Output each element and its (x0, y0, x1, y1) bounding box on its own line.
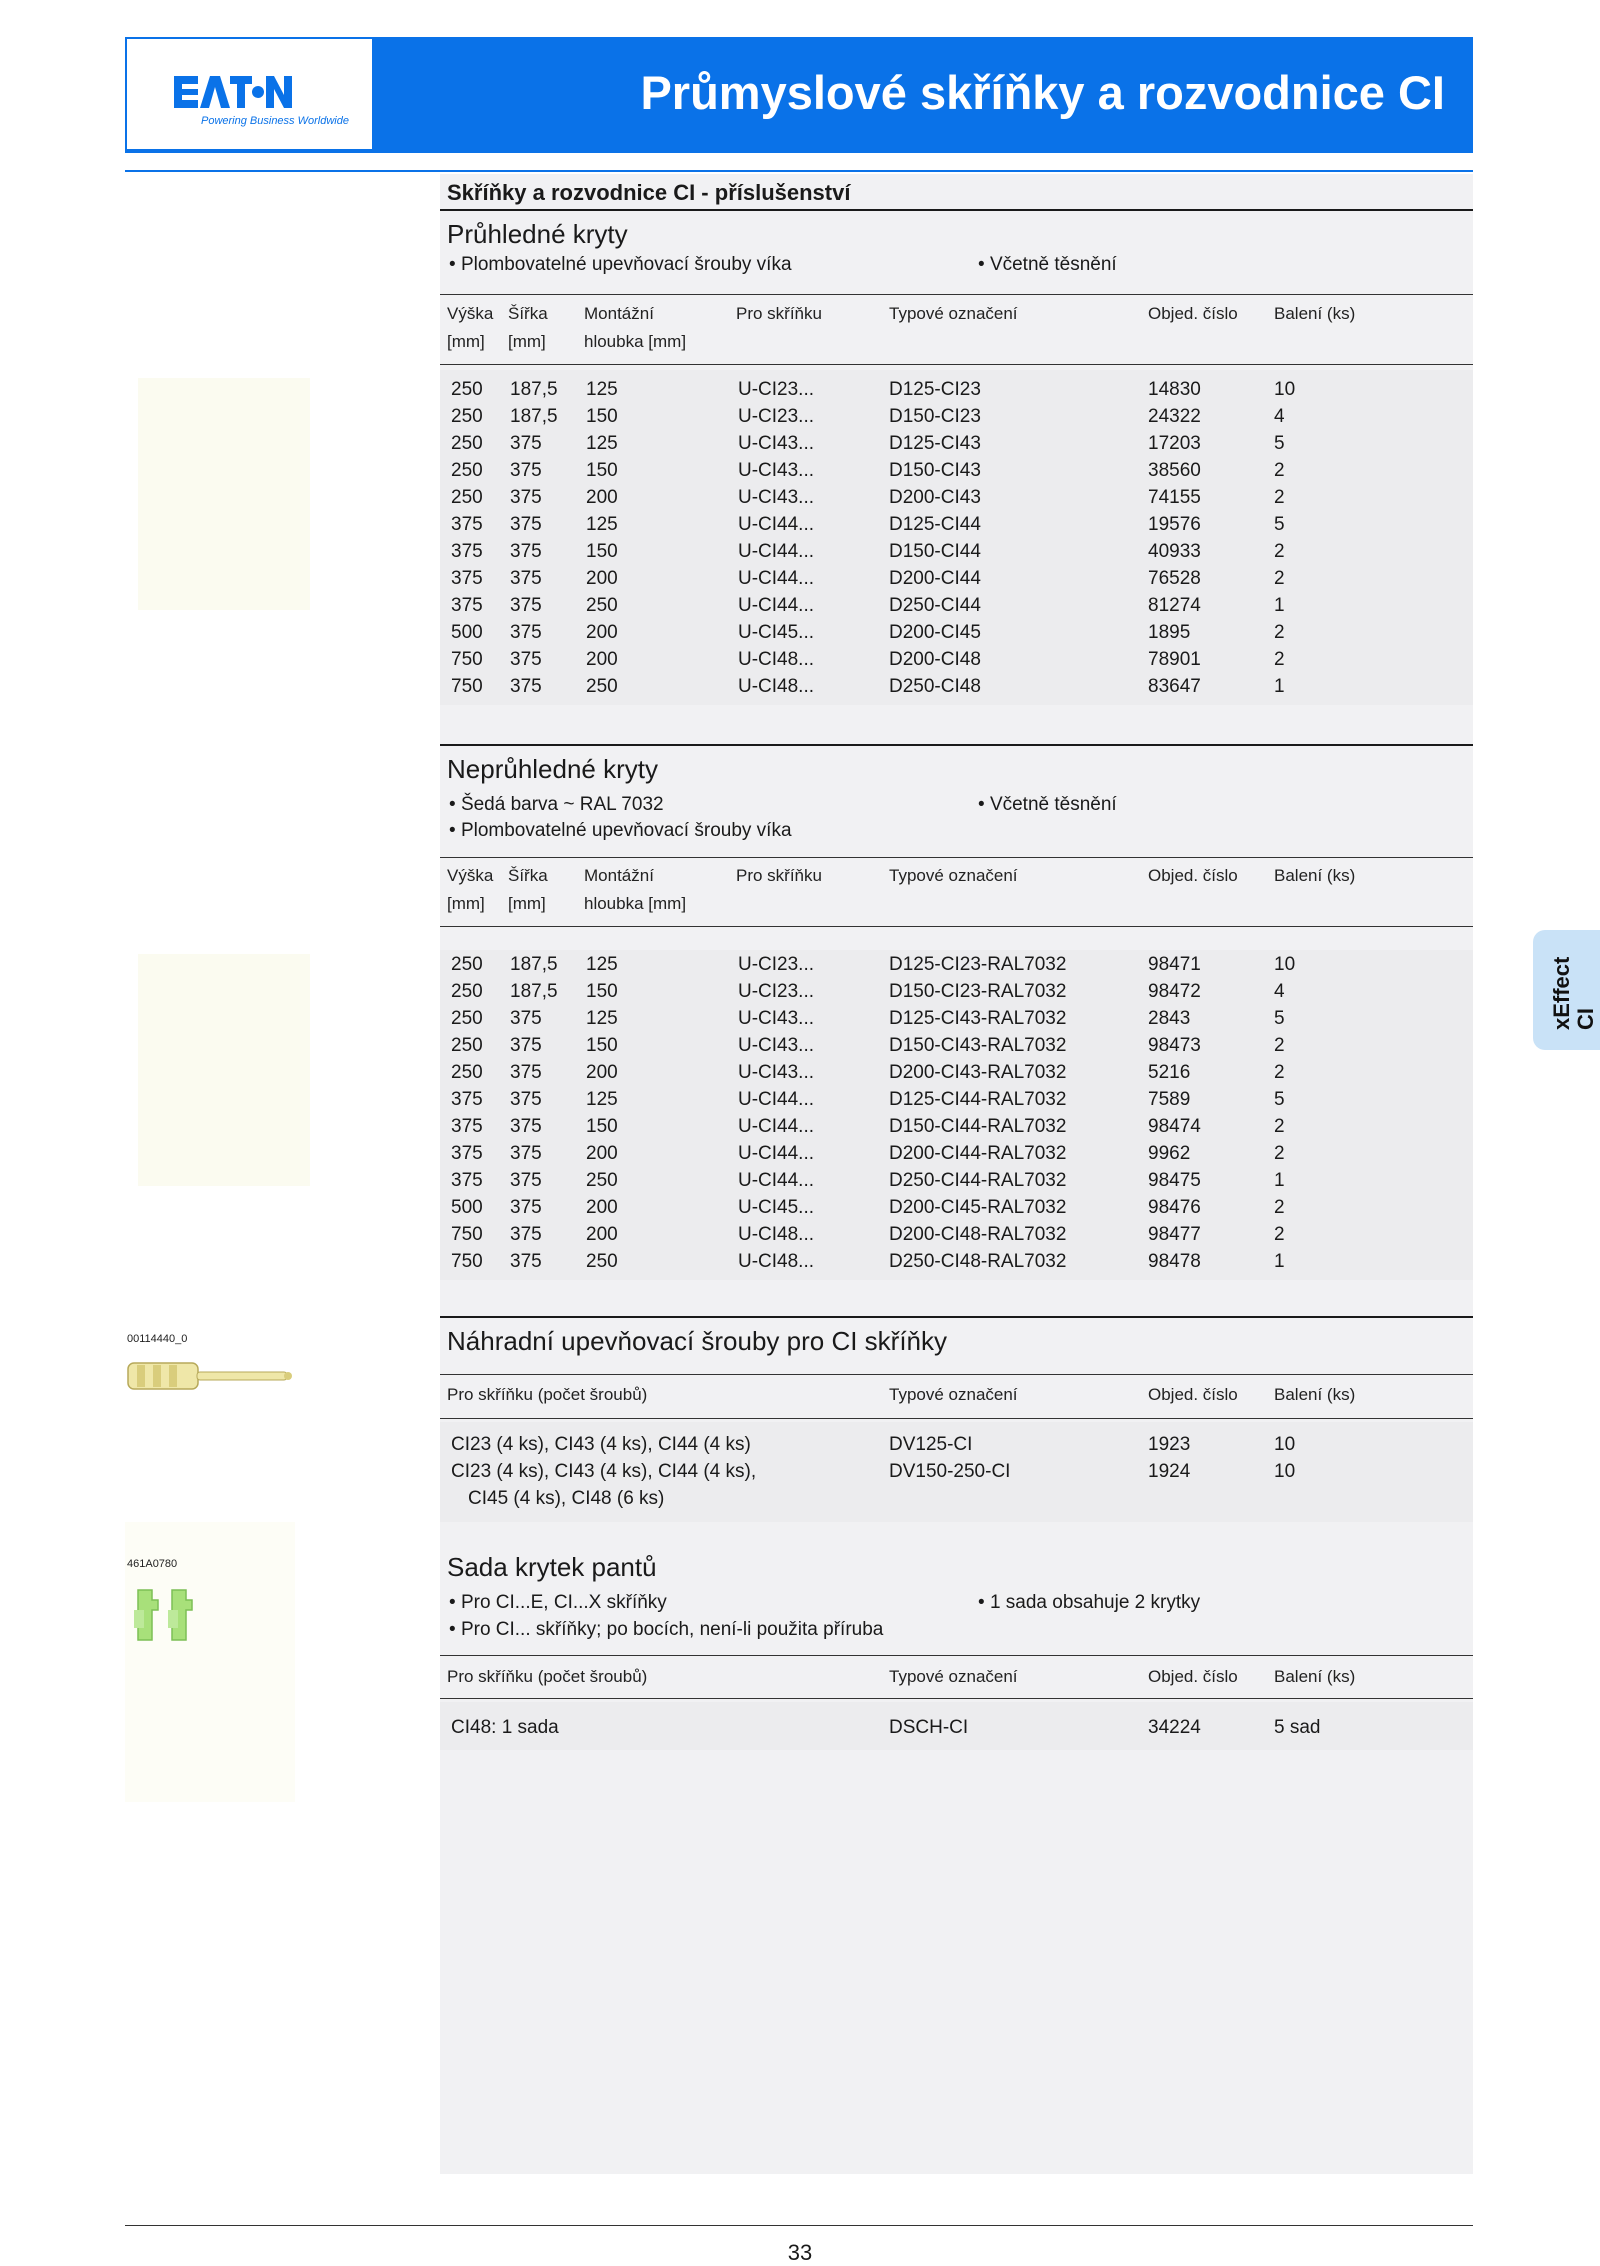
cell-hloubka: 200 (586, 1224, 618, 1245)
cell-hloubka: 125 (586, 514, 618, 535)
cell-pro-skrinku: U-CI44... (738, 1089, 815, 1110)
cell-vyska: 250 (451, 981, 483, 1002)
cell-sirka: 187,5 (510, 981, 558, 1002)
cell-typ: D200-CI44 (889, 568, 981, 589)
cell-hloubka: 200 (586, 568, 618, 589)
cell-pro-skrinku: U-CI43... (738, 460, 815, 481)
cell-vyska: 250 (451, 1062, 483, 1083)
col-pro-skrinku-pocet: Pro skříňku (počet šroubů) (447, 1667, 648, 1686)
cell-baleni: 1 (1274, 595, 1285, 616)
cell-vyska: 250 (451, 1035, 483, 1056)
cell-vyska: 250 (451, 460, 483, 481)
cell-pro-skrinku: U-CI48... (738, 649, 815, 670)
cell-baleni: 2 (1274, 460, 1285, 481)
cell-baleni: 5 (1274, 1008, 1285, 1029)
cell-pro-skrinku: U-CI43... (738, 1062, 815, 1083)
cell-vyska: 750 (451, 649, 483, 670)
cell-hloubka: 150 (586, 1035, 618, 1056)
cell-baleni: 2 (1274, 541, 1285, 562)
cell-hloubka: 125 (586, 379, 618, 400)
cell-hloubka: 150 (586, 460, 618, 481)
cell-typ: D250-CI48-RAL7032 (889, 1251, 1067, 1272)
opaque-bullet-2: • Včetně těsnění (978, 794, 1117, 815)
cell-sirka: 187,5 (510, 954, 558, 975)
logo-wordmark (174, 73, 292, 118)
cell-baleni: 2 (1274, 1116, 1285, 1137)
cell-sirka: 375 (510, 1035, 542, 1056)
screws-image (125, 1350, 295, 1520)
cell-pro-skrinku: U-CI43... (738, 433, 815, 454)
cell-baleni: 1 (1274, 676, 1285, 697)
cell-pro: CI23 (4 ks), CI43 (4 ks), CI44 (4 ks), (451, 1461, 757, 1482)
transparent-bullet-2: • Včetně těsnění (978, 254, 1117, 275)
cell-typ: D250-CI44-RAL7032 (889, 1170, 1067, 1191)
page-number: 33 (787, 2240, 813, 2265)
page-title: Průmyslové skříňky a rozvodnice CI (640, 66, 1445, 119)
cell-sirka: 375 (510, 1089, 542, 1110)
logo-tagline: Powering Business Worldwide (201, 115, 349, 127)
cell-objed: 98477 (1148, 1224, 1201, 1245)
cell-typ: D125-CI23-RAL7032 (889, 954, 1067, 975)
cell-objed: 38560 (1148, 460, 1201, 481)
cell-baleni: 4 (1274, 406, 1285, 427)
col-objed: Objed. číslo (1148, 866, 1238, 885)
cell-pro-skrinku: U-CI48... (738, 1251, 815, 1272)
cell-objed: 98474 (1148, 1116, 1201, 1137)
cell-objed: 81274 (1148, 595, 1201, 616)
cell-objed: 17203 (1148, 433, 1201, 454)
cell-objed: 98473 (1148, 1035, 1201, 1056)
cell-objed: 40933 (1148, 541, 1201, 562)
cell-vyska: 375 (451, 1170, 483, 1191)
cell-hloubka: 150 (586, 1116, 618, 1137)
cell-sirka: 375 (510, 487, 542, 508)
cell-pro-skrinku: U-CI44... (738, 541, 815, 562)
section-title: Skříňky a rozvodnice CI - příslušenství (447, 180, 851, 205)
cell-pro-skrinku: U-CI48... (738, 1224, 815, 1245)
cell-vyska: 250 (451, 379, 483, 400)
cell-typ: DV125-CI (889, 1434, 973, 1455)
cell-typ: D200-CI43 (889, 487, 981, 508)
cell-vyska: 375 (451, 514, 483, 535)
cell-baleni: 2 (1274, 649, 1285, 670)
cell-baleni: 2 (1274, 622, 1285, 643)
cell-hloubka: 250 (586, 1170, 618, 1191)
cell-objed: 98475 (1148, 1170, 1201, 1191)
cell-vyska: 250 (451, 1008, 483, 1029)
col-baleni: Balení (ks) (1274, 1667, 1356, 1686)
cell-objed: 19576 (1148, 514, 1201, 535)
cell-pro-skrinku: U-CI44... (738, 1170, 815, 1191)
cell-typ: D150-CI43 (889, 460, 981, 481)
cell-objed: 76528 (1148, 568, 1201, 589)
cell-objed: 98478 (1148, 1251, 1201, 1272)
col-pro-skrinku: Pro skříňku (736, 304, 822, 323)
cell-typ: D150-CI23-RAL7032 (889, 981, 1067, 1002)
col-unit-mm: [mm] (447, 894, 485, 913)
hinge-bullet-1: • Pro CI...E, CI...X skříňky (449, 1592, 667, 1613)
cell-pro-skrinku: U-CI23... (738, 954, 815, 975)
cell-baleni: 5 sad (1274, 1717, 1321, 1738)
cell-hloubka: 250 (586, 676, 618, 697)
col-typove: Typové označení (889, 304, 1018, 323)
cell-sirka: 375 (510, 460, 542, 481)
cell-sirka: 187,5 (510, 379, 558, 400)
cell-typ: D125-CI23 (889, 379, 981, 400)
screws-image-label: 00114440_0 (127, 1333, 188, 1345)
cell-pro-skrinku: U-CI45... (738, 622, 815, 643)
screws-title: Náhradní upevňovací šrouby pro CI skříňky (447, 1326, 948, 1356)
cell-baleni: 5 (1274, 1089, 1285, 1110)
table-divider (440, 857, 1473, 858)
cell-pro: CI48: 1 sada (451, 1717, 559, 1738)
cell-objed: 5216 (1148, 1062, 1191, 1083)
cell-sirka: 375 (510, 676, 542, 697)
table-divider (440, 1698, 1473, 1699)
cell-objed: 1923 (1148, 1434, 1191, 1455)
col-baleni: Balení (ks) (1274, 866, 1356, 885)
cell-hloubka: 200 (586, 487, 618, 508)
cell-typ: D200-CI48 (889, 649, 981, 670)
cell-pro-skrinku: U-CI23... (738, 981, 815, 1002)
col-typove: Typové označení (889, 1667, 1018, 1686)
cell-objed: 7589 (1148, 1089, 1191, 1110)
cell-sirka: 375 (510, 622, 542, 643)
cell-baleni: 5 (1274, 514, 1285, 535)
table-divider (440, 1655, 1473, 1656)
cell-typ: D200-CI44-RAL7032 (889, 1143, 1067, 1164)
cell-typ: D250-CI48 (889, 676, 981, 697)
opaque-title: Neprůhledné kryty (447, 754, 658, 784)
cell-typ: D125-CI44-RAL7032 (889, 1089, 1067, 1110)
section-divider (440, 744, 1473, 746)
cell-hloubka: 125 (586, 1008, 618, 1029)
cell-pro-skrinku: U-CI43... (738, 487, 815, 508)
col-typove: Typové označení (889, 1385, 1018, 1404)
cell-sirka: 375 (510, 568, 542, 589)
table-divider (440, 364, 1473, 365)
cell-pro-skrinku: U-CI44... (738, 1143, 815, 1164)
opaque-bullet-1: • Šedá barva ~ RAL 7032 (449, 794, 664, 815)
cell-vyska: 500 (451, 1197, 483, 1218)
col-objed: Objed. číslo (1148, 1667, 1238, 1686)
footer-divider (125, 2225, 1473, 2226)
cell-sirka: 375 (510, 1008, 542, 1029)
col-montazni: Montážní (584, 304, 654, 323)
cell-hloubka: 125 (586, 954, 618, 975)
col-vyska: Výška (447, 304, 494, 323)
cell-pro: CI23 (4 ks), CI43 (4 ks), CI44 (4 ks) (451, 1434, 751, 1455)
cell-sirka: 375 (510, 1062, 542, 1083)
cell-pro-skrinku: U-CI44... (738, 1116, 815, 1137)
cell-baleni: 1 (1274, 1170, 1285, 1191)
cell-hloubka: 125 (586, 433, 618, 454)
cell-pro-skrinku: U-CI23... (738, 406, 815, 427)
cell-objed: 98472 (1148, 981, 1201, 1002)
col-baleni: Balení (ks) (1274, 1385, 1356, 1404)
table-divider (440, 1418, 1473, 1419)
cell-typ: D200-CI48-RAL7032 (889, 1224, 1067, 1245)
cell-pro-skrinku: U-CI44... (738, 595, 815, 616)
cell-sirka: 375 (510, 649, 542, 670)
transparent-bullet-1: • Plombovatelné upevňovací šrouby víka (449, 254, 792, 275)
cell-baleni: 2 (1274, 1035, 1285, 1056)
cell-pro-skrinku: U-CI44... (738, 514, 815, 535)
cell-vyska: 500 (451, 622, 483, 643)
cell-typ: D125-CI43 (889, 433, 981, 454)
cell-hloubka: 200 (586, 1143, 618, 1164)
eaton-logo-icon (174, 73, 292, 111)
screw-icon (125, 1350, 295, 1410)
cell-vyska: 250 (451, 433, 483, 454)
cell-sirka: 187,5 (510, 406, 558, 427)
cell-typ: D150-CI44-RAL7032 (889, 1116, 1067, 1137)
cell-vyska: 750 (451, 1251, 483, 1272)
col-unit-mm: [mm] (508, 894, 546, 913)
cell-vyska: 375 (451, 541, 483, 562)
hinge-title: Sada krytek pantů (447, 1552, 657, 1582)
hinge-cover-icon (130, 1582, 210, 1657)
cell-pro-skrinku: U-CI43... (738, 1008, 815, 1029)
cell-pro-skrinku: U-CI23... (738, 379, 815, 400)
cell-objed: 74155 (1148, 487, 1201, 508)
cell-hloubka: 200 (586, 622, 618, 643)
table-divider (440, 926, 1473, 927)
cell-pro-skrinku: U-CI44... (738, 568, 815, 589)
cell-sirka: 375 (510, 1197, 542, 1218)
hinge-bullet-3: • Pro CI... skříňky; po bocích, není-li použita příruba (449, 1619, 884, 1640)
col-hloubka: hloubka [mm] (584, 894, 687, 913)
cell-pro-cont: CI45 (4 ks), CI48 (6 ks) (468, 1488, 665, 1509)
col-vyska: Výška (447, 866, 494, 885)
cell-baleni: 2 (1274, 568, 1285, 589)
cell-objed: 1924 (1148, 1461, 1191, 1482)
cell-sirka: 375 (510, 1251, 542, 1272)
cell-baleni: 10 (1274, 954, 1296, 975)
hinge-bullet-2: • 1 sada obsahuje 2 krytky (978, 1592, 1201, 1613)
cell-objed: 78901 (1148, 649, 1201, 670)
col-baleni: Balení (ks) (1274, 304, 1356, 323)
cell-vyska: 375 (451, 1089, 483, 1110)
cell-baleni: 2 (1274, 1224, 1285, 1245)
table-divider (440, 294, 1473, 295)
col-objed: Objed. číslo (1148, 1385, 1238, 1404)
cell-vyska: 750 (451, 1224, 483, 1245)
cell-sirka: 375 (510, 514, 542, 535)
cell-typ: D125-CI44 (889, 514, 981, 535)
cell-typ: D200-CI43-RAL7032 (889, 1062, 1067, 1083)
transparent-cover-image (138, 378, 310, 610)
hinge-image-label: 461A0780 (127, 1558, 178, 1570)
page-header (125, 37, 1473, 153)
cell-baleni: 2 (1274, 487, 1285, 508)
opaque-bullet-3: • Plombovatelné upevňovací šrouby víka (449, 820, 792, 841)
section-divider (440, 1316, 1473, 1318)
cell-sirka: 375 (510, 1224, 542, 1245)
side-tab-label: xEffect CI (1549, 956, 1598, 1030)
cell-objed: 9962 (1148, 1143, 1191, 1164)
cell-typ: DSCH-CI (889, 1717, 969, 1738)
cell-sirka: 375 (510, 595, 542, 616)
cell-objed: 2843 (1148, 1008, 1191, 1029)
cell-hloubka: 250 (586, 595, 618, 616)
cell-objed: 1895 (1148, 622, 1191, 643)
cell-vyska: 250 (451, 954, 483, 975)
col-typove: Typové označení (889, 866, 1018, 885)
cell-hloubka: 150 (586, 541, 618, 562)
col-unit-mm: [mm] (447, 332, 485, 351)
cell-baleni: 4 (1274, 981, 1285, 1002)
cell-sirka: 375 (510, 433, 542, 454)
cell-hloubka: 200 (586, 1062, 618, 1083)
cell-typ: D250-CI44 (889, 595, 981, 616)
col-unit-mm: [mm] (508, 332, 546, 351)
cell-baleni: 2 (1274, 1197, 1285, 1218)
cell-vyska: 375 (451, 1143, 483, 1164)
cell-objed: 14830 (1148, 379, 1201, 400)
cell-objed: 83647 (1148, 676, 1201, 697)
cell-baleni: 10 (1274, 1434, 1296, 1455)
col-hloubka: hloubka [mm] (584, 332, 687, 351)
cell-typ: D150-CI43-RAL7032 (889, 1035, 1067, 1056)
cell-baleni: 2 (1274, 1143, 1285, 1164)
cell-vyska: 250 (451, 487, 483, 508)
cell-vyska: 375 (451, 595, 483, 616)
cell-hloubka: 200 (586, 1197, 618, 1218)
cell-baleni: 1 (1274, 1251, 1285, 1272)
opaque-cover-image (138, 954, 310, 1186)
cell-hloubka: 125 (586, 1089, 618, 1110)
cell-sirka: 375 (510, 1143, 542, 1164)
cell-typ: D200-CI45 (889, 622, 981, 643)
cell-baleni: 10 (1274, 379, 1296, 400)
section-divider (440, 209, 1473, 211)
cell-typ: D200-CI45-RAL7032 (889, 1197, 1067, 1218)
cell-hloubka: 250 (586, 1251, 618, 1272)
eaton-logo (127, 39, 372, 149)
cell-vyska: 750 (451, 676, 483, 697)
cell-sirka: 375 (510, 1170, 542, 1191)
col-sirka: Šířka (508, 304, 548, 323)
cell-typ: DV150-250-CI (889, 1461, 1011, 1482)
col-sirka: Šířka (508, 866, 548, 885)
transparent-title: Průhledné kryty (447, 219, 628, 249)
cell-baleni: 2 (1274, 1062, 1285, 1083)
cell-sirka: 375 (510, 541, 542, 562)
cell-vyska: 375 (451, 1116, 483, 1137)
cell-typ: D150-CI44 (889, 541, 981, 562)
cell-vyska: 375 (451, 568, 483, 589)
cell-objed: 98471 (1148, 954, 1201, 975)
cell-hloubka: 200 (586, 649, 618, 670)
cell-sirka: 375 (510, 1116, 542, 1137)
cell-typ: D150-CI23 (889, 406, 981, 427)
cell-objed: 34224 (1148, 1717, 1201, 1738)
cell-hloubka: 150 (586, 981, 618, 1002)
cell-pro-skrinku: U-CI43... (738, 1035, 815, 1056)
col-pro-skrinku: Pro skříňku (736, 866, 822, 885)
col-pro-skrinku-pocet: Pro skříňku (počet šroubů) (447, 1385, 648, 1404)
cell-vyska: 250 (451, 406, 483, 427)
col-objed: Objed. číslo (1148, 304, 1238, 323)
cell-baleni: 10 (1274, 1461, 1296, 1482)
cell-hloubka: 150 (586, 406, 618, 427)
table-divider (440, 1374, 1473, 1375)
cell-objed: 98476 (1148, 1197, 1201, 1218)
cell-objed: 24322 (1148, 406, 1201, 427)
cell-typ: D125-CI43-RAL7032 (889, 1008, 1067, 1029)
col-montazni: Montážní (584, 866, 654, 885)
cell-baleni: 5 (1274, 433, 1285, 454)
header-divider (125, 170, 1473, 172)
cell-pro-skrinku: U-CI48... (738, 676, 815, 697)
cell-pro-skrinku: U-CI45... (738, 1197, 815, 1218)
